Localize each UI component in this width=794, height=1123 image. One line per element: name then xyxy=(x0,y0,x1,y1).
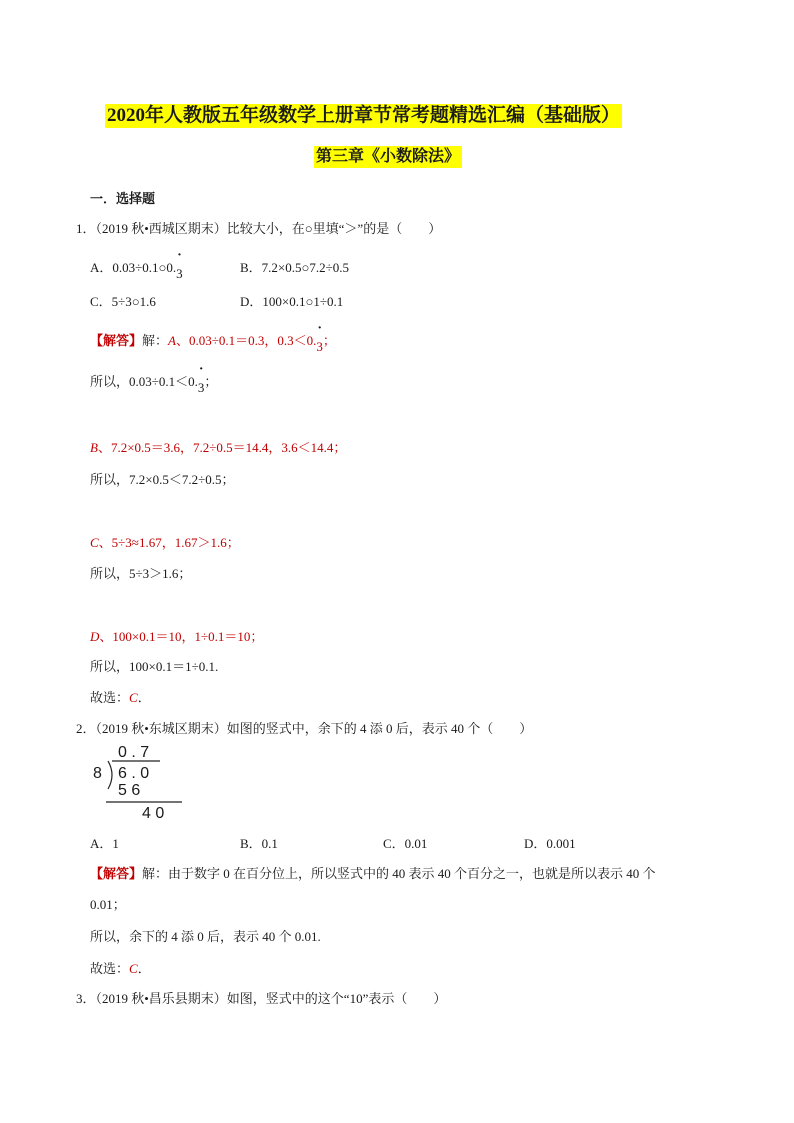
q1-answer-c xyxy=(90,532,240,551)
q1-option-b: B．7.2×0.5○7.2÷0.5 xyxy=(240,260,349,275)
question-2-stem: 2．（2019 秋•东城区期末）如图的竖式中，余下的 4 添 0 后，表示 40 个（ ） xyxy=(76,721,533,736)
answer-letter-c: C xyxy=(90,535,99,550)
recurring-digit-value: 3 xyxy=(197,380,205,395)
q2-option-c: C．0.01 xyxy=(383,836,428,851)
answer-tag: 【解答】 xyxy=(90,333,143,348)
recurring-dot-icon: · xyxy=(198,362,204,377)
q2-option-d: D．0.001 xyxy=(524,836,576,851)
chapter-subtitle: 第三章《小数除法》 xyxy=(314,146,462,168)
choice-letter: C xyxy=(129,690,138,705)
q1-so-line-2: 所以，7.2×0.5＜7.2÷0.5； xyxy=(90,472,235,487)
q2-option-a: A．1 xyxy=(90,836,119,851)
recurring-dot-icon: · xyxy=(317,321,323,336)
q1-so-line-3: 所以，5÷3＞1.6； xyxy=(90,566,192,581)
q1-option-c: C．5÷3○1.6 xyxy=(90,294,156,309)
choice-end: ． xyxy=(137,690,151,705)
question-3-stem: 3．（2019 秋•昌乐县期末）如图，竖式中的这个“10”表示（ ） xyxy=(76,991,447,1006)
recurring-digit xyxy=(316,321,323,354)
choice-end: ． xyxy=(137,961,151,976)
answer-b-text: 、7.2×0.5＝3.6，7.2÷0.5＝14.4，3.6＜14.4； xyxy=(97,440,347,455)
recurring-digit-value: 3 xyxy=(176,266,183,281)
question-1-stem: 1．（2019 秋•西城区期末）比较大小，在○里填“＞”的是（ ） xyxy=(76,221,442,236)
answer-end: ； xyxy=(322,333,336,348)
division-product: 5 6 xyxy=(118,782,141,799)
answer-text: 、0.03÷0.1＝0.3，0.3＜0. xyxy=(175,333,317,348)
answer-c-text: 、5÷3≈1.67，1.67＞1.6； xyxy=(98,535,240,550)
recurring-dot-icon: · xyxy=(177,248,182,263)
q1-answer-d xyxy=(90,626,263,645)
q1-answer-line-1 xyxy=(90,321,336,354)
q1-option-a-text: A．0.03÷0.1○0. xyxy=(90,260,177,275)
q1-so-line-1 xyxy=(90,362,218,395)
section-heading: 一．选择题 xyxy=(90,191,156,206)
q2-answer-line-1 xyxy=(90,863,656,882)
division-remainder: 4 0 xyxy=(142,805,165,822)
division-dividend: 6 . 0 xyxy=(118,765,150,782)
recurring-digit xyxy=(176,248,183,281)
division-quotient: 0 . 7 xyxy=(118,744,150,761)
q1-so-line-4: 所以，100×0.1＝1÷0.1. xyxy=(90,659,219,674)
choice-letter: C xyxy=(129,961,138,976)
so-text: 所以，0.03÷0.1＜0. xyxy=(90,374,198,389)
q2-answer-line-2: 0.01； xyxy=(90,897,126,912)
division-divisor: 8 xyxy=(93,765,102,782)
q1-option-d: D．100×0.1○1÷0.1 xyxy=(240,294,344,309)
q1-final-choice xyxy=(90,687,151,706)
answer-prefix: 解： xyxy=(142,333,169,348)
q2-so-line: 所以，余下的 4 添 0 后，表示 40 个 0.01. xyxy=(90,929,321,944)
recurring-digit xyxy=(197,362,205,395)
answer-tag: 【解答】 xyxy=(90,866,143,881)
choice-prefix: 故选： xyxy=(90,961,130,976)
answer-text: 解：由于数字 0 在百分位上，所以竖式中的 40 表示 40 个百分之一，也就是所以表示 40 个 xyxy=(142,866,656,881)
answer-d-text: 、100×0.1＝10，1÷0.1＝10； xyxy=(99,629,264,644)
choice-prefix: 故选： xyxy=(90,690,130,705)
answer-letter-a: A xyxy=(168,333,176,348)
recurring-digit-value: 3 xyxy=(316,339,323,354)
answer-letter-d: D xyxy=(90,629,100,644)
answer-letter-b: B xyxy=(90,440,98,455)
q2-option-b: B．0.1 xyxy=(240,836,278,851)
q1-option-a xyxy=(90,248,183,281)
long-division-figure xyxy=(90,745,190,825)
q1-answer-b xyxy=(90,437,346,456)
document-title: 2020年人教版五年级数学上册章节常考题精选汇编（基础版） xyxy=(107,105,621,126)
q2-final-choice xyxy=(90,958,151,977)
so-end: ； xyxy=(204,374,218,389)
